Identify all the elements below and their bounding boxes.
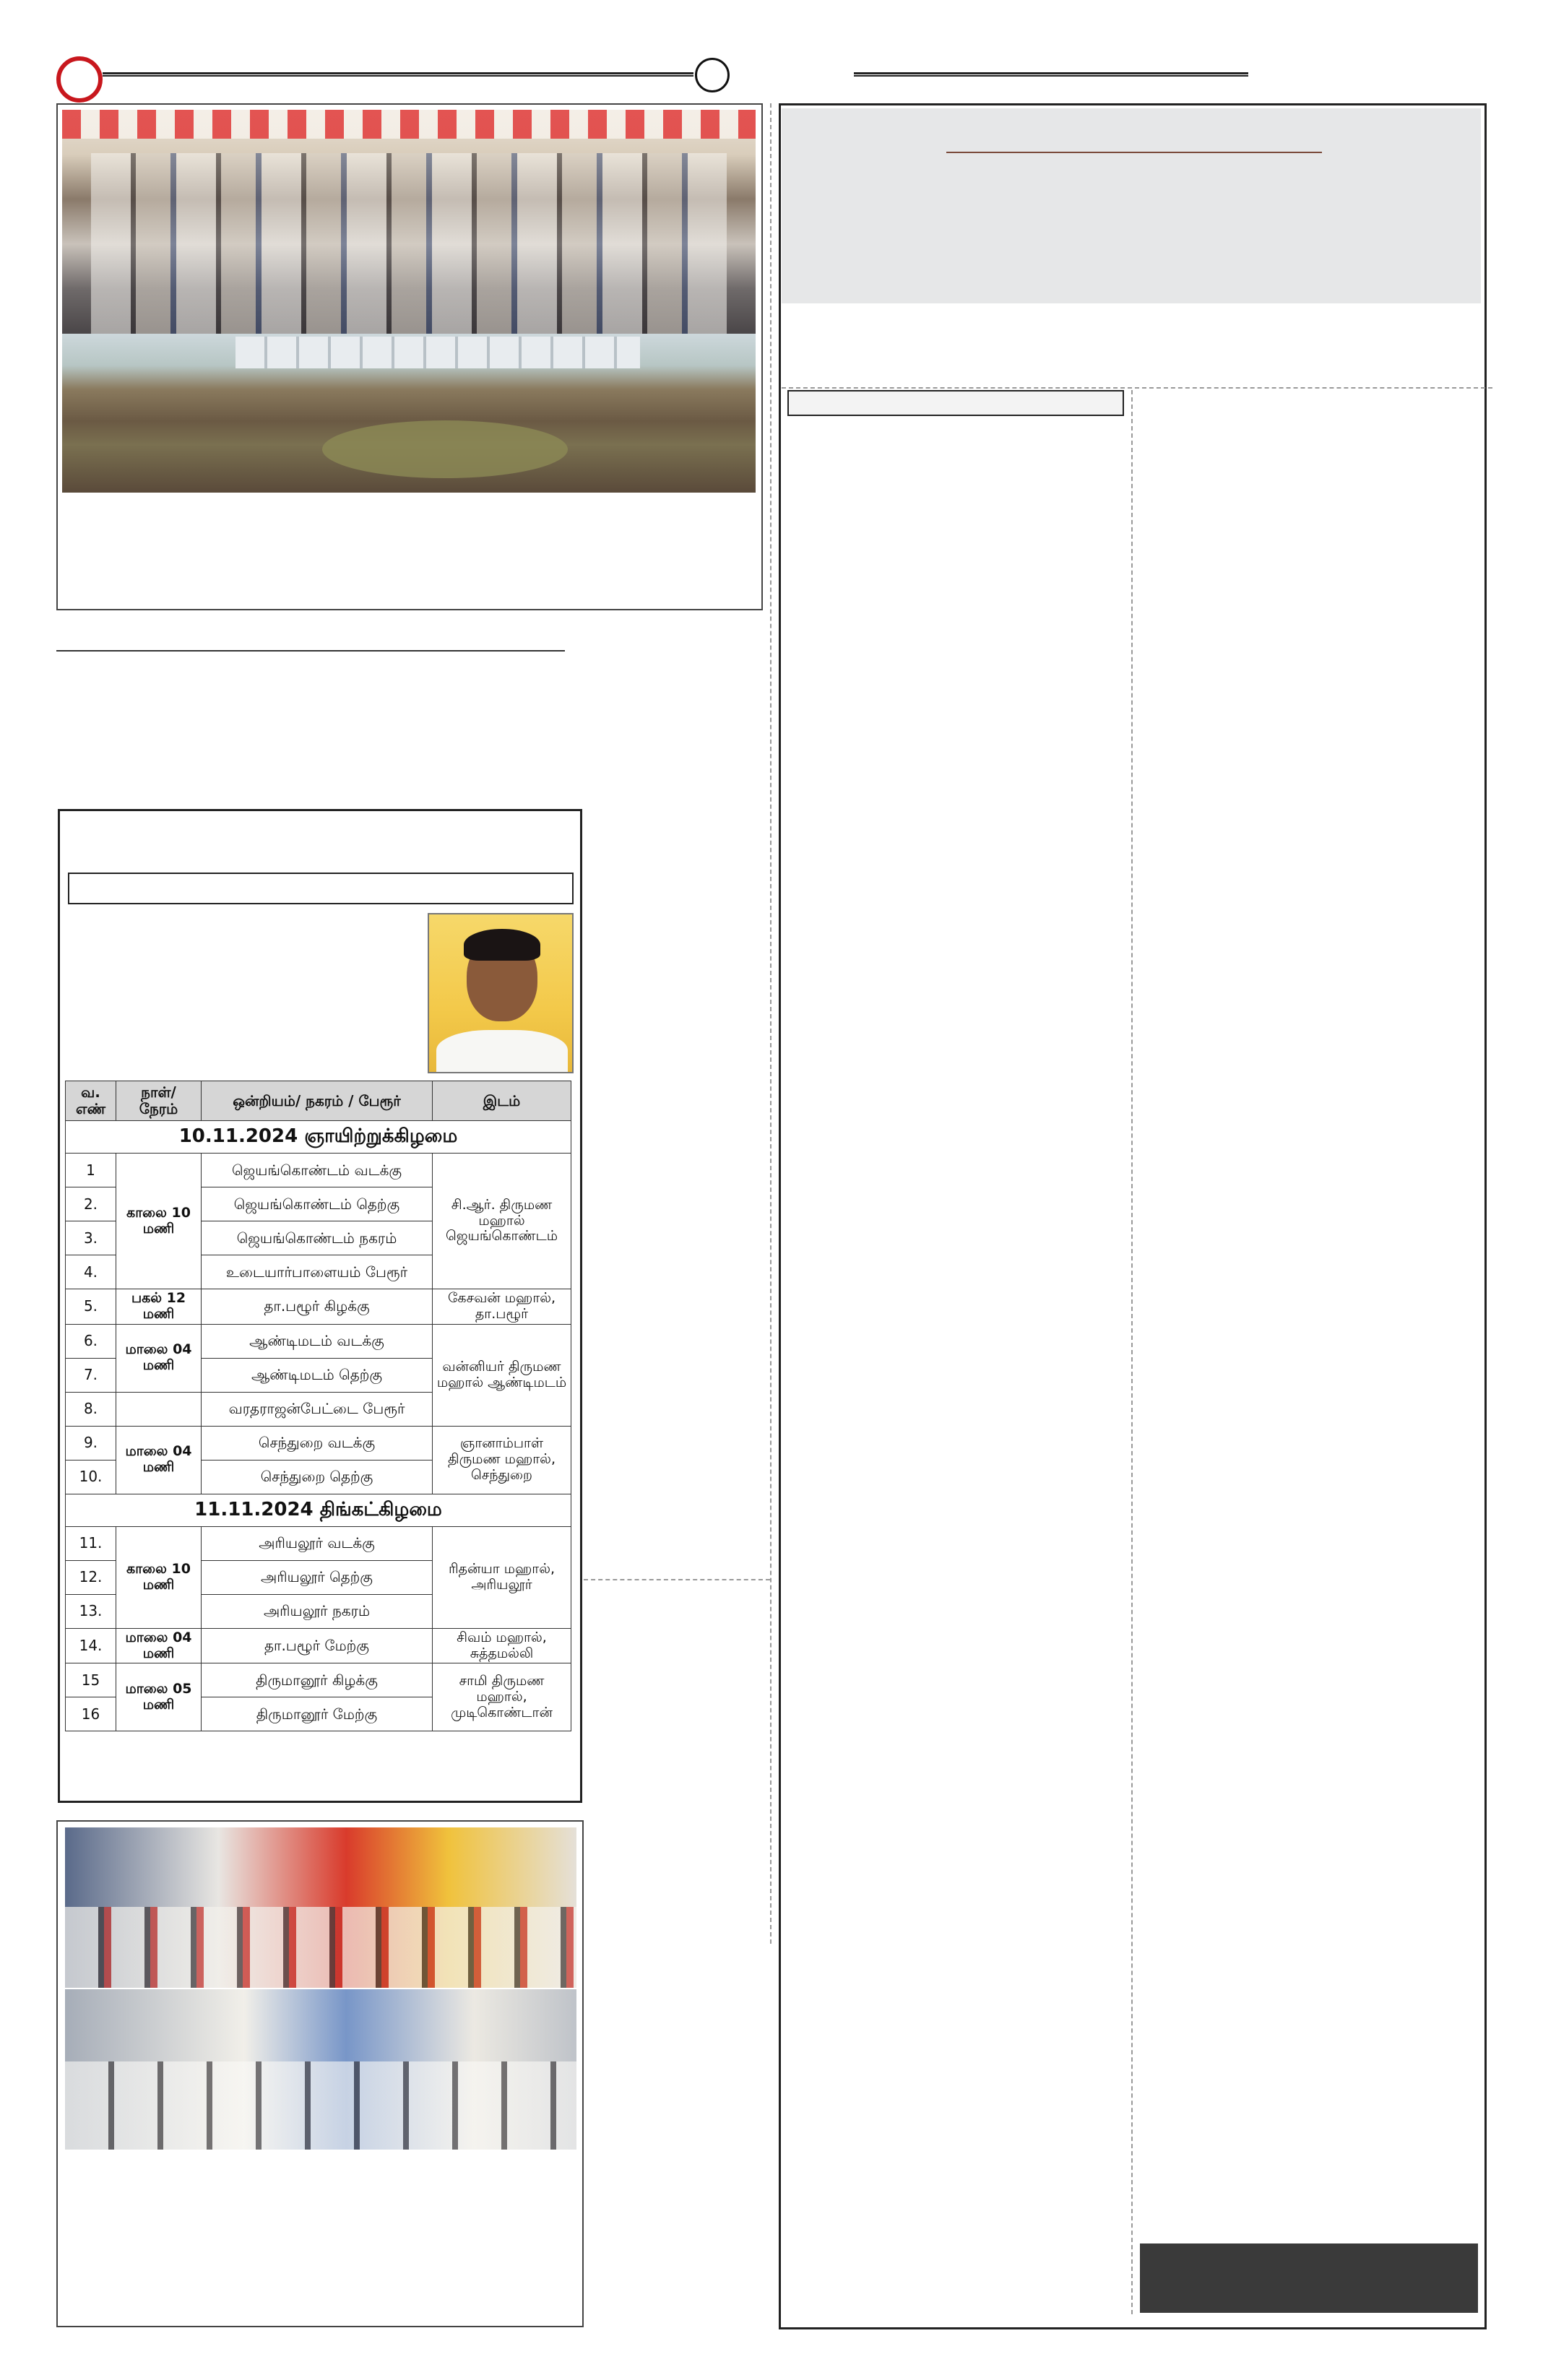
table-row (66, 1154, 571, 1187)
time-cell: மாலை 04 மணி (116, 1324, 202, 1392)
inner-column-divider (1131, 390, 1133, 2314)
masthead-rule-right (854, 72, 1248, 77)
header-sno: வ. எண் (66, 1081, 116, 1121)
column-divider (770, 103, 772, 1944)
headline-band (782, 108, 1481, 303)
row-number: 1 (66, 1154, 116, 1187)
leader-portrait (428, 913, 574, 1073)
row-number: 12. (66, 1560, 116, 1594)
header-venue: இடம் (433, 1081, 571, 1121)
place-cell: உடையார்பாளையம் பேரூர் (202, 1255, 433, 1289)
portrait-shirt (436, 1030, 568, 1073)
row-number: 6. (66, 1324, 116, 1358)
schedule-table (65, 1081, 571, 1731)
row-number: 16 (66, 1697, 116, 1731)
row-number: 11. (66, 1526, 116, 1560)
row-number: 15 (66, 1663, 116, 1697)
section-divider (584, 1579, 770, 1580)
table-row (66, 1526, 571, 1560)
headline-rule (946, 152, 1322, 153)
section-rule (56, 650, 565, 652)
row-number: 4. (66, 1255, 116, 1289)
place-cell: செந்துறை தெற்கு (202, 1460, 433, 1494)
venue-cell: சாமி திருமண மஹால், முடிகொண்டான் (433, 1663, 571, 1731)
footer-dark-box (1140, 2243, 1478, 2313)
row-number: 3. (66, 1221, 116, 1255)
crowd-figures (91, 153, 727, 334)
row-number: 14. (66, 1628, 116, 1663)
place-cell: ஜெயங்கொண்டம் தெற்கு (202, 1187, 433, 1221)
time-cell: மாலை 04 மணி (116, 1628, 202, 1663)
date-heading-2: 11.11.2024 திங்கட்கிழமை (66, 1494, 571, 1526)
header-union: ஒன்றியம்/ நகரம் / பேரூர் (202, 1081, 433, 1121)
article-divider (782, 387, 1492, 389)
meeting-photo-bottom (65, 1989, 576, 2150)
table-row (66, 1628, 571, 1663)
venue-cell: சிவம் மஹால், சுத்தமல்லி (433, 1628, 571, 1663)
time-cell: மாலை 05 மணி (116, 1663, 202, 1731)
day-row (66, 1494, 571, 1526)
emblem-icon (695, 58, 730, 92)
place-cell: அரியலூர் தெற்கு (202, 1560, 433, 1594)
place-cell: திருமானூர் கிழக்கு (202, 1663, 433, 1697)
place-cell: அரியலூர் நகரம் (202, 1594, 433, 1628)
place-cell: ஆண்டிமடம் தெற்கு (202, 1358, 433, 1392)
group-inspection-photo (62, 110, 756, 334)
bunting-decoration (62, 110, 756, 139)
row-number: 10. (66, 1460, 116, 1494)
header-day-time: நாள்/ நேரம் (116, 1081, 202, 1121)
time-cell: காலை 10 மணி (116, 1526, 202, 1628)
date-heading-1: 10.11.2024 ஞாயிற்றுக்கிழமை (66, 1121, 571, 1154)
masthead-rule-left (103, 72, 693, 77)
venue-cell: ரிதன்யா மஹால், அரியலூர் (433, 1526, 571, 1628)
time-cell: காலை 10 மணி (116, 1154, 202, 1289)
row-number: 13. (66, 1594, 116, 1628)
row-number: 9. (66, 1426, 116, 1460)
place-cell: ஆண்டிமடம் வடக்கு (202, 1324, 433, 1358)
place-cell: அரியலூர் வடக்கு (202, 1526, 433, 1560)
table-row (66, 1324, 571, 1358)
right-article-box (779, 103, 1487, 2329)
venue-cell: ஞானாம்பாள் திருமண மஹால், செந்துறை (433, 1426, 571, 1494)
place-cell: வரதராஜன்பேட்டை பேரூர் (202, 1392, 433, 1426)
pond-water (322, 420, 568, 478)
place-cell: ஜெயங்கொண்டம் நகரம் (202, 1221, 433, 1255)
table-row (66, 1663, 571, 1697)
place-cell: தா.பழூர் மேற்கு (202, 1628, 433, 1663)
audience-figures (65, 1907, 576, 1988)
excavation-site-photo (62, 334, 756, 493)
table-header-row (66, 1081, 571, 1121)
venue-cell: சி.ஆர். திருமண மஹால் ஜெயங்கொண்டம் (433, 1154, 571, 1289)
table-row (66, 1289, 571, 1325)
place-cell: தா.பழூர் கிழக்கு (202, 1289, 433, 1325)
meeting-photo-top (65, 1827, 576, 1988)
place-cell: செந்துறை வடக்கு (202, 1426, 433, 1460)
row-number: 7. (66, 1358, 116, 1392)
time-cell: பகல் 12 மணி (116, 1289, 202, 1325)
empty-time-cell (116, 1392, 202, 1426)
portrait-hair (464, 929, 540, 961)
stage-figures (65, 2061, 576, 2150)
row-number: 8. (66, 1392, 116, 1426)
schedule-title-bar (68, 873, 574, 904)
subheading-bar (787, 390, 1124, 416)
venue-cell: வன்னியர் திருமண மஹால் ஆண்டிமடம் (433, 1324, 571, 1426)
row-number: 2. (66, 1187, 116, 1221)
logo-icon (56, 56, 103, 103)
time-cell: மாலை 04 மணி (116, 1426, 202, 1494)
day-row (66, 1121, 571, 1154)
buildings-background (235, 337, 640, 368)
table-row (66, 1426, 571, 1460)
row-number: 5. (66, 1289, 116, 1325)
place-cell: திருமானூர் மேற்கு (202, 1697, 433, 1731)
place-cell: ஜெயங்கொண்டம் வடக்கு (202, 1154, 433, 1187)
venue-cell: கேசவன் மஹால், தா.பழூர் (433, 1289, 571, 1325)
